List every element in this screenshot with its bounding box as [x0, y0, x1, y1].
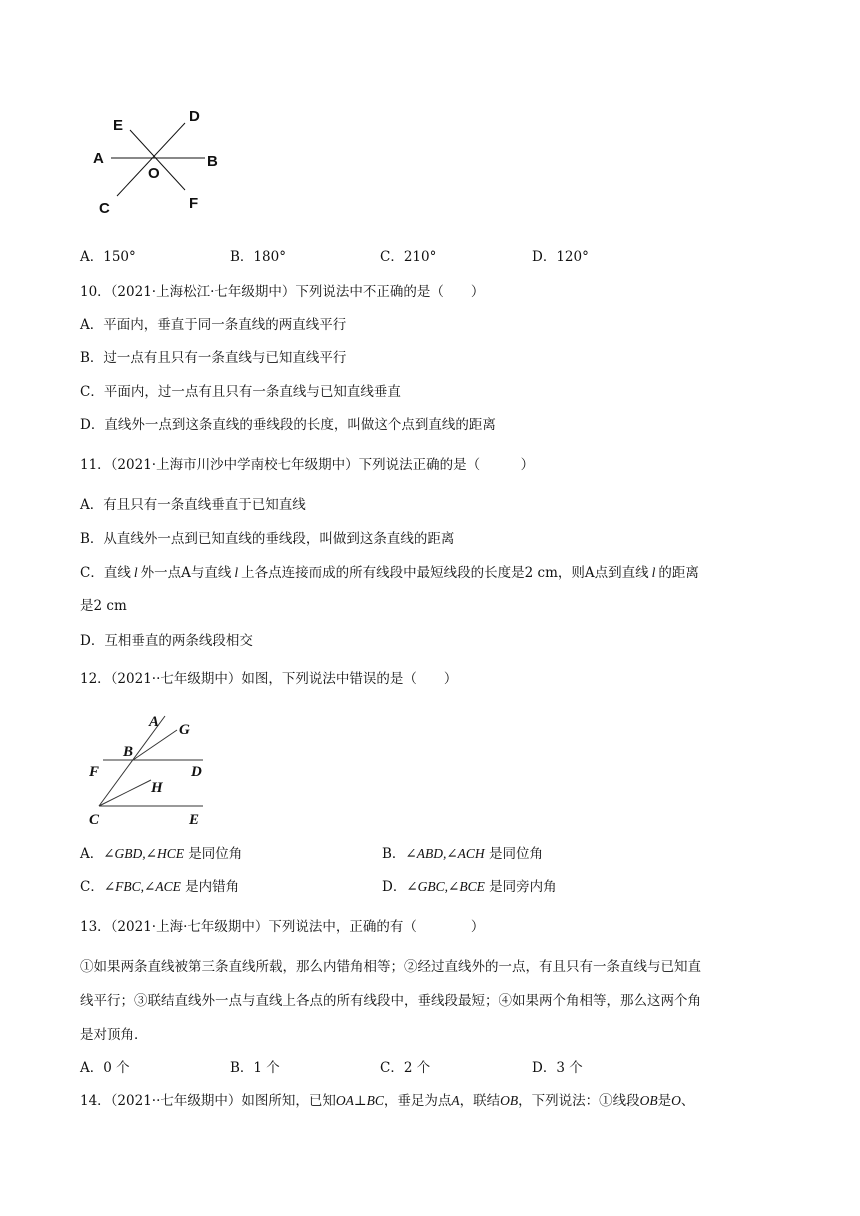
q14-text: 、: [680, 1093, 695, 1109]
q12-a-label: A．: [80, 846, 104, 862]
q14-math: O: [671, 1093, 681, 1108]
q10-stem: 10．（2021·上海松江·七年级期中）下列说法中不正确的是（ ）: [80, 284, 485, 300]
q13-body-line3: 是对顶角．: [80, 1027, 148, 1043]
q13-option-d: D．3 个: [532, 1060, 583, 1076]
q14-text: ，垂足为点: [383, 1093, 452, 1109]
q13-option-b: B．1 个: [230, 1060, 280, 1076]
q10-option-a: A．平面内，垂直于同一条直线的两直线平行: [80, 317, 347, 333]
label-c: C: [89, 812, 100, 828]
label-d: D: [189, 108, 200, 125]
q10-option-b: B．过一点有且只有一条直线与已知直线平行: [80, 350, 347, 366]
q12-b-math: ∠ABD,∠ACH: [405, 846, 485, 861]
q14-math: OB: [500, 1093, 519, 1108]
label-d: D: [191, 764, 202, 780]
q13-option-c: C．2 个: [380, 1060, 431, 1076]
q11-c-var-l: l: [234, 565, 239, 580]
q13-stem: 13．（2021·上海·七年级期中）下列说法中，正确的有（ ）: [80, 919, 485, 935]
label-f: F: [89, 764, 100, 780]
q12-option-a: [80, 845, 242, 863]
q12-stem: 12．（2021··七年级期中）如图，下列说法中错误的是（ ）: [80, 671, 458, 687]
q12-option-d: [382, 878, 557, 896]
q10-option-c: C．平面内，过一点有且只有一条直线与已知直线垂直: [80, 384, 401, 400]
q11-c-var-l: l: [651, 565, 656, 580]
q11-c-text: 上各点连接而成的所有线段中最短线段的长度是2 cm，则A点到直线: [241, 565, 649, 581]
q11-option-a: A．有且只有一条直线垂直于已知直线: [80, 497, 306, 513]
line-ch: [99, 780, 151, 806]
label-f: F: [189, 195, 199, 212]
q12-d-math: ∠GBC,∠BCE: [406, 879, 485, 894]
q9-option-b: B．180°: [230, 249, 286, 265]
q9-option-a: A．150°: [80, 249, 136, 265]
q11-stem: 11．（2021·上海市川沙中学南校七年级期中）下列说法正确的是（ ）: [80, 457, 535, 473]
label-e: E: [113, 117, 124, 134]
label-g: G: [179, 722, 190, 738]
label-c: C: [99, 200, 110, 217]
q11-c-text: 外一点A与直线: [140, 565, 232, 581]
figure-parallel-lines: [85, 710, 215, 830]
q13-body-line1: ①如果两条直线被第三条直线所载，那么内错角相等；②经过直线外的一点，有且只有一条直线与已知直: [80, 959, 701, 975]
q14-text: 是: [657, 1093, 672, 1109]
label-o: O: [148, 165, 160, 182]
q13-body-line2: 线平行；③联结直线外一点与直线上各点的所有线段中，垂线段最短；④如果两个角相等，那么这两个角: [80, 993, 701, 1009]
q12-b-label: B．: [382, 846, 406, 862]
q11-option-c: [80, 564, 699, 582]
q11-c-var-l: l: [133, 565, 138, 580]
label-b: B: [123, 744, 134, 760]
line-cd: [117, 123, 185, 196]
q11-c-text: C．直线: [80, 565, 131, 581]
q14-text: ，下列说法：①线段: [518, 1093, 640, 1109]
q12-d-text: 是同旁内角: [484, 879, 557, 895]
q14-math: A: [451, 1093, 460, 1108]
q12-option-b: [382, 845, 543, 863]
q11-option-c-line2: 是2 cm: [80, 598, 127, 614]
q14-text: ⊥: [353, 1093, 367, 1109]
q13-option-a: A．0 个: [80, 1060, 130, 1076]
label-b: B: [207, 153, 218, 170]
q12-a-text: 是同位角: [184, 846, 243, 862]
q11-c-text: 的距离: [658, 565, 699, 581]
q12-c-text: 是内错角: [180, 879, 240, 895]
label-e: E: [189, 812, 200, 828]
q12-c-label: C．: [80, 879, 104, 895]
q9-option-c: C．210°: [380, 249, 437, 265]
figure-intersecting-lines: [85, 100, 235, 225]
label-h: H: [151, 780, 163, 796]
q14-math: BC: [366, 1093, 384, 1108]
q11-option-b: B．从直线外一点到已知直线的垂线段，叫做到这条直线的距离: [80, 531, 455, 547]
label-a: A: [149, 714, 160, 730]
q11-option-d: D．互相垂直的两条线段相交: [80, 633, 253, 649]
q10-option-d: D．直线外一点到这条直线的垂线段的长度，叫做这个点到直线的距离: [80, 417, 496, 433]
q14-math: OA: [335, 1093, 354, 1108]
q14-stem: [80, 1092, 694, 1110]
q12-c-math: ∠FBC,∠ACE: [103, 879, 181, 894]
q9-option-d: D．120°: [532, 249, 589, 265]
q14-text: 14．（2021··七年级期中）如图所知，已知: [80, 1093, 336, 1109]
line-bg: [133, 730, 177, 760]
q12-d-label: D．: [382, 879, 407, 895]
label-a: A: [93, 150, 104, 167]
q14-text: ，联结: [459, 1093, 501, 1109]
q12-option-c: [80, 878, 239, 896]
q12-b-text: 是同位角: [484, 846, 543, 862]
q12-a-math: ∠GBD,∠HCE: [103, 846, 184, 861]
q14-math: OB: [639, 1093, 658, 1108]
